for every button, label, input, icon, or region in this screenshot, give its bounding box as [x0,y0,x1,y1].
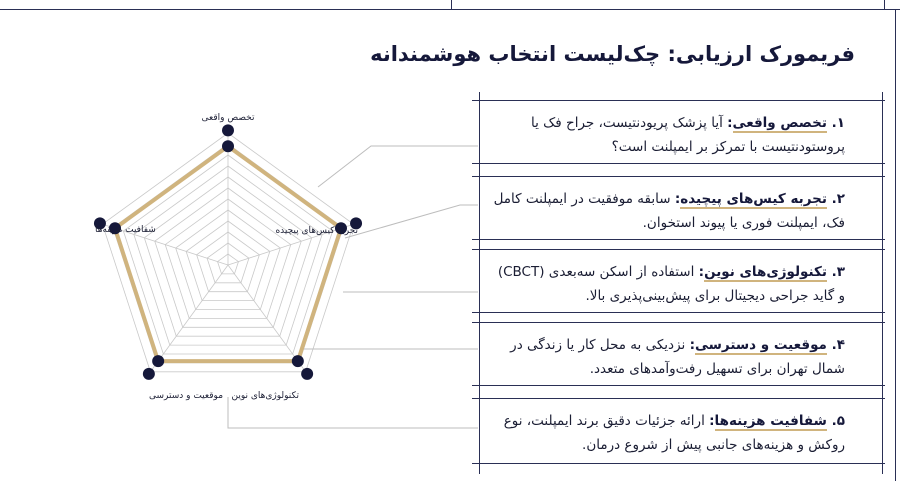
radar-axis-label: تجربه کیس‌های پیچیده [275,226,358,236]
item-number: ۳. [831,264,845,280]
item-title: شفافیت هزینه‌ها [714,413,827,429]
connector-line [318,146,478,187]
checklist-item-3: ۳. تکنولوژی‌های نوین: استفاده از اسکن سه‌بعدی (CBCT) و گاید جراحی دیجیتال برای پیش‌بینی‌پذیری بالا. [472,249,885,313]
radar-point [143,368,155,380]
checklist-item-2: ۲. تجربه کیس‌های پیچیده: سابقه موفقیت در ایمپلنت کامل فک، ایمپلنت فوری یا پیوند استخوان. [472,176,885,240]
item-number: ۱. [831,115,845,131]
item-text: ارائه جزئیات دقیق برند ایمپلنت، نوع روکش و هزینه‌های جانبی پیش از شروع درمان. [503,413,845,453]
radar-point [301,368,313,380]
radar-axis-label: تخصص واقعی [201,113,255,123]
item-title: موقعیت و دسترسی [694,337,827,353]
checklist [472,92,885,474]
radar-axis-label: موقعیت و دسترسی [149,391,224,401]
radar-point [152,355,164,367]
radar-axis-label: تکنولوژی‌های نوین [231,391,299,401]
item-title: تجربه کیس‌های پیچیده [680,191,827,207]
page-title: فریمورک ارزیابی: چک‌لیست انتخاب هوشمندانه [370,42,855,66]
radar-axis-label: شفافیت هزینه‌ها [95,225,156,235]
connector-lines [228,146,478,428]
checklist-item-4: ۴. موقعیت و دسترسی: نزدیکی به محل کار یا زندگی در شمال تهران برای تسهیل رفت‌وآمدهای متعدد. [472,322,885,386]
radar-point [292,355,304,367]
item-text: آیا پزشک پریودنتیست، جراح فک یا پروستودنتیست با تمرکز بر ایمپلنت است؟ [530,115,845,155]
item-number: ۵. [831,413,845,429]
item-number: ۴. [831,337,845,353]
item-text: نزدیکی به محل کار یا زندگی در شمال تهران برای تسهیل رفت‌وآمدهای متعدد. [510,337,845,377]
item-title: تکنولوژی‌های نوین [704,264,827,280]
item-text: سابقه موفقیت در ایمپلنت کامل فک، ایمپلنت فوری یا پیوند استخوان. [493,191,845,231]
radar-point [222,140,234,152]
checklist-item-1: ۱. تخصص واقعی: آیا پزشک پریودنتیست، جراح فک یا پروستودنتیست با تمرکز بر ایمپلنت است؟ [472,100,885,164]
item-text: استفاده از اسکن سه‌بعدی (CBCT) و گاید جراحی دیجیتال برای پیش‌بینی‌پذیری بالا. [497,264,845,304]
checklist-item-5: ۵. شفافیت هزینه‌ها: ارائه جزئیات دقیق برند ایمپلنت، نوع روکش و هزینه‌های جانبی پیش از شروع درمان. [472,398,885,464]
radar-grid [102,133,353,372]
item-number: ۲. [831,191,845,207]
item-title: تخصص واقعی [732,115,827,131]
connector-line [345,205,478,238]
connector-line [228,397,478,428]
radar-point [222,124,234,136]
